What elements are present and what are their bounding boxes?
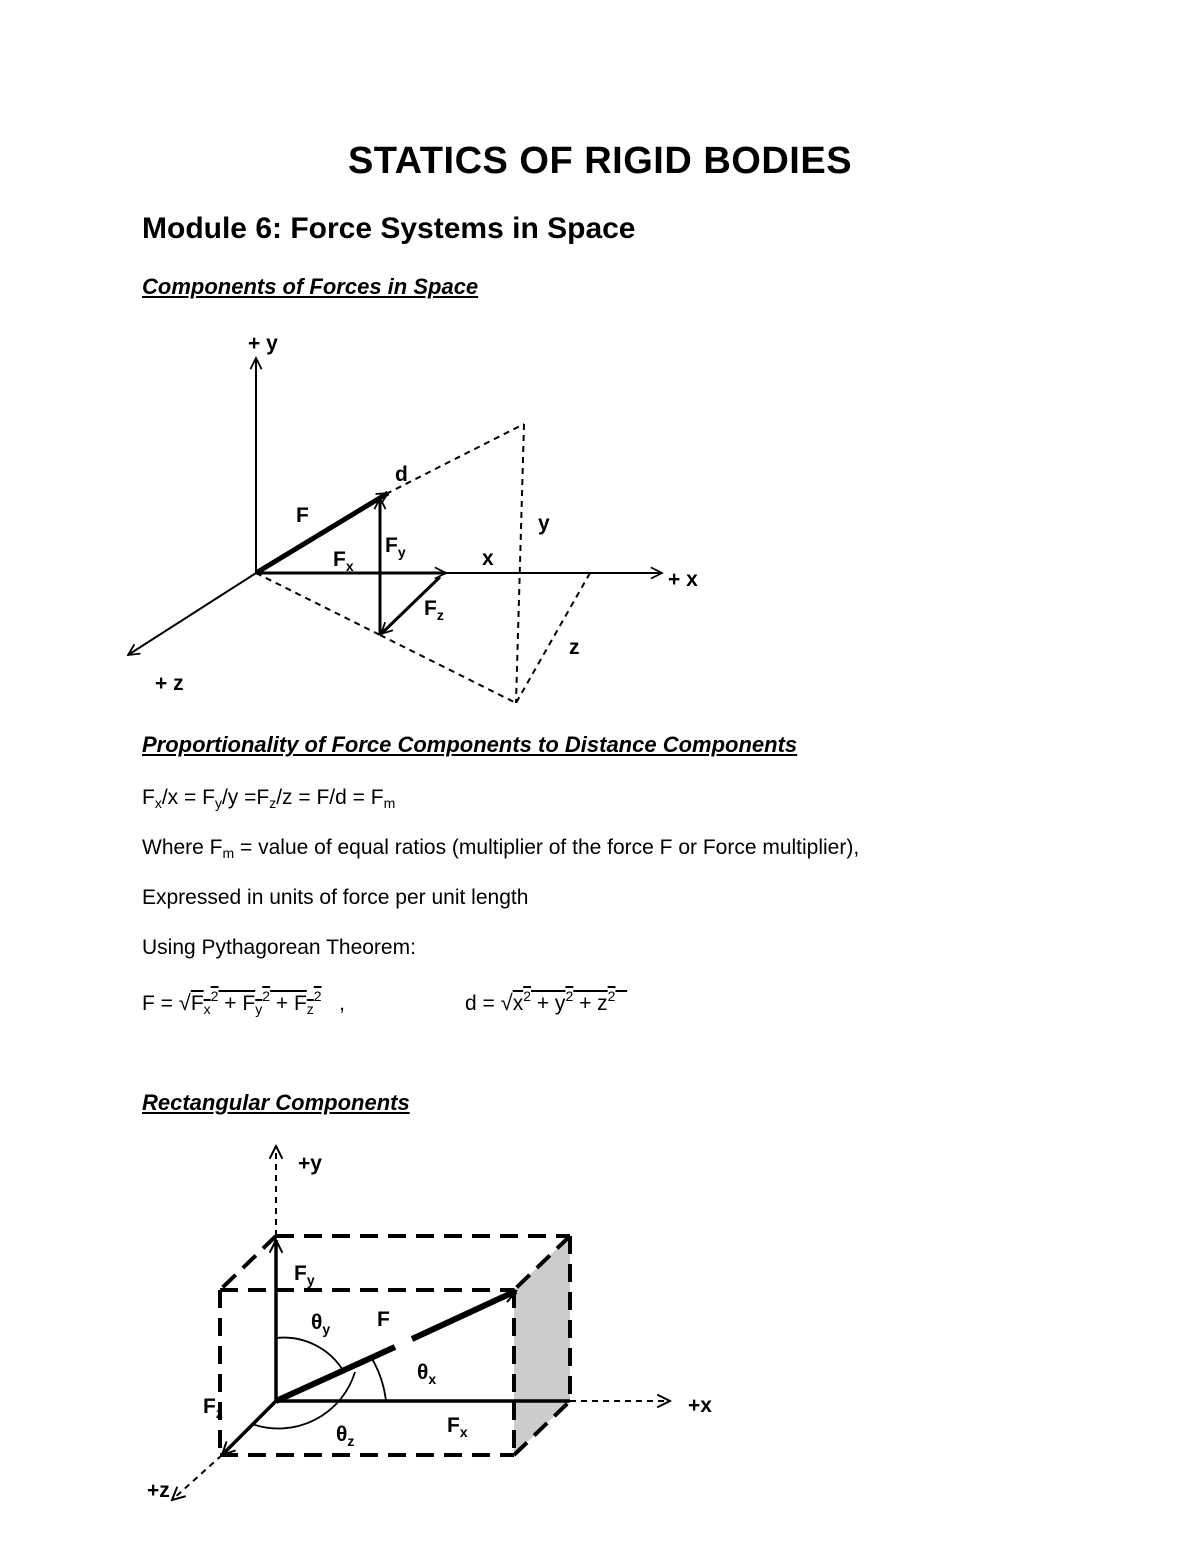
label-z-distance: z	[569, 636, 580, 659]
label-plus-z: +z	[147, 1479, 170, 1502]
force-vector-F-lower	[276, 1347, 395, 1401]
label-F: F	[296, 504, 309, 527]
ratio-equation: $F_x/x = F_y/y =F_z/z = F/d = F_m$	[142, 786, 396, 811]
label-plus-y: + y	[248, 332, 278, 355]
expressed-units-line: Expressed in units of force per unit length	[142, 886, 529, 909]
label-Fy: $F_y$	[385, 534, 406, 560]
label-Fx: $F_x$	[333, 548, 354, 574]
label-F: F	[377, 1308, 390, 1331]
section-heading-proportionality: Proportionality of Force Components to Distance Components	[142, 732, 798, 757]
formula-F-magnitude: $F = √F_x^2 + F_y^2 + F_z^2$ ,	[142, 988, 345, 1017]
where-definition: Where $F_m$ = value of equal ratios (multiplier of the force F or Force multiplier),	[142, 836, 860, 861]
label-x-distance: x	[482, 547, 494, 570]
module-title: Module 6: Force Systems in Space	[142, 212, 636, 245]
label-theta-x: $\theta_x$	[417, 1361, 437, 1387]
pythagorean-line: Using Pythagorean Theorem:	[142, 936, 416, 959]
document-title: STATICS OF RIGID BODIES	[347, 140, 853, 182]
label-y-distance: y	[538, 512, 550, 535]
section-heading-components: Components of Forces in Space	[142, 274, 479, 299]
force-vector-F-upper	[412, 1291, 516, 1339]
label-plus-x: + x	[668, 568, 698, 591]
label-Fz: $F_z$	[424, 597, 444, 623]
label-plus-y: +y	[298, 1152, 322, 1175]
formula-d-magnitude: $d = √x^2 + y^2 + z^2$	[465, 988, 616, 1015]
label-Fz: $F_z$	[203, 1395, 223, 1421]
label-theta-y: $\theta_y$	[311, 1311, 331, 1337]
arc-theta-y	[276, 1338, 344, 1372]
arc-theta-x	[371, 1357, 386, 1401]
shaded-box-face	[514, 1236, 570, 1455]
label-Fy: $F_y$	[294, 1262, 315, 1288]
section-heading-rectangular: Rectangular Components	[142, 1090, 410, 1115]
label-plus-x: +x	[688, 1394, 712, 1417]
label-theta-z: $\theta_z$	[336, 1423, 355, 1449]
label-d: d	[395, 463, 408, 486]
label-Fx: $F_x$	[447, 1414, 468, 1440]
label-plus-z: + z	[155, 672, 184, 695]
z-axis-dashed	[172, 1455, 222, 1500]
